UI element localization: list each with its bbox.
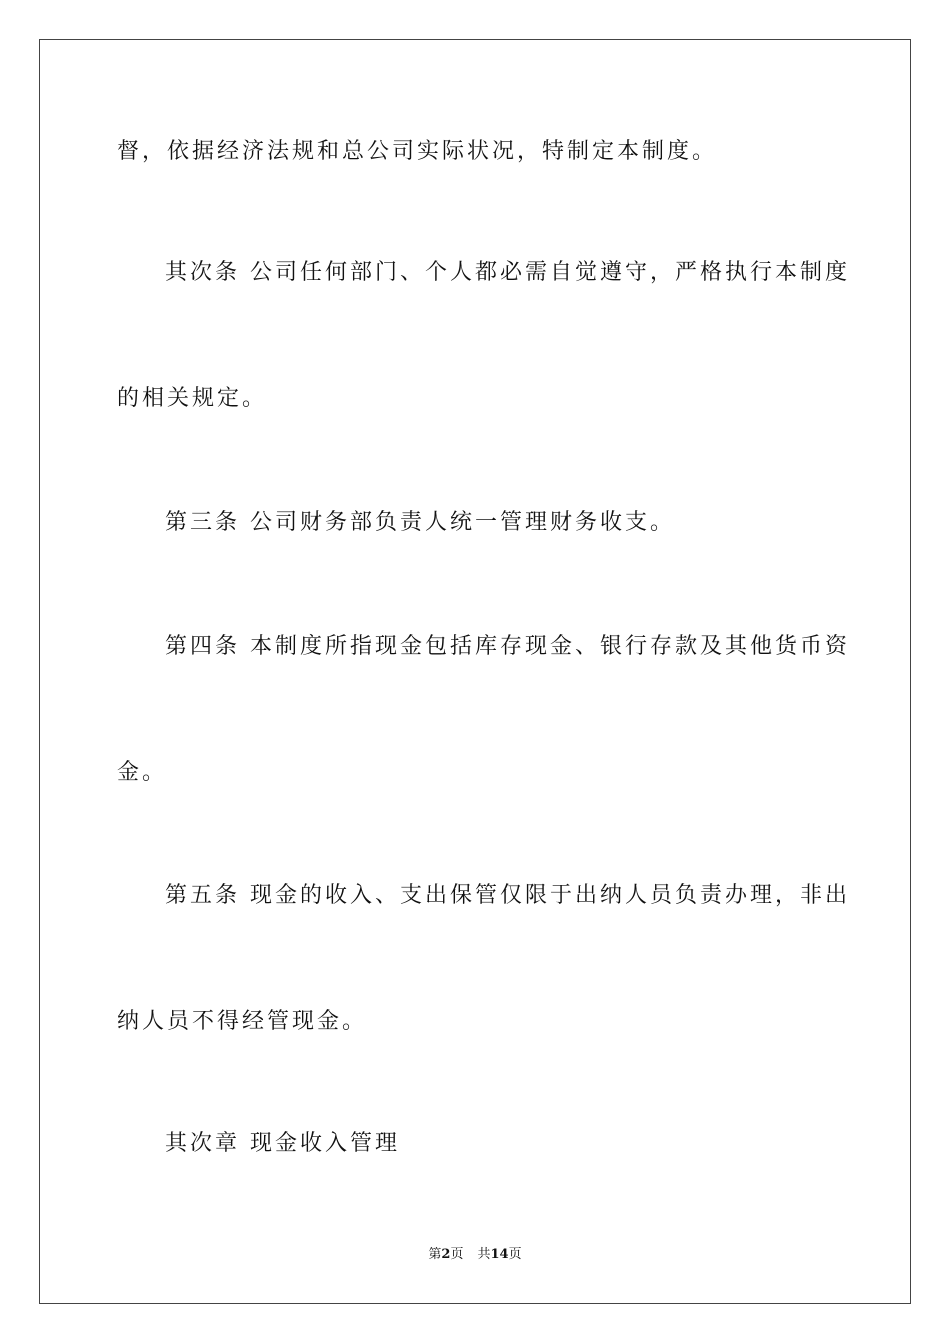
page-frame [39, 39, 911, 1304]
text-line-1: 督，依据经济法规和总公司实际状况，特制定本制度。 [117, 139, 718, 164]
footer-page-prefix: 第 [428, 1247, 442, 1262]
text-line-4: 第三条 公司财务部负责人统一管理财务收支。 [165, 510, 675, 535]
page-footer [0, 1246, 950, 1264]
footer-total-number: 14 [490, 1247, 509, 1262]
text-line-2: 其次条 公司任何部门、个人都必需自觉遵守，严格执行本制度 [165, 260, 850, 285]
text-line-5: 第四条 本制度所指现金包括库存现金、银行存款及其他货币资 [165, 634, 850, 659]
footer-total-prefix: 共 [477, 1247, 491, 1262]
footer-total-suffix: 页 [508, 1247, 522, 1262]
footer-page-suffix: 页 [450, 1247, 464, 1262]
text-line-6: 金。 [117, 760, 168, 785]
footer-page-number: 2 [441, 1247, 451, 1262]
text-line-9: 其次章 现金收入管理 [165, 1131, 400, 1156]
text-line-7: 第五条 现金的收入、支出保管仅限于出纳人员负责办理，非出 [165, 883, 850, 908]
text-line-8: 纳人员不得经管现金。 [117, 1009, 368, 1034]
text-line-3: 的相关规定。 [117, 386, 268, 411]
